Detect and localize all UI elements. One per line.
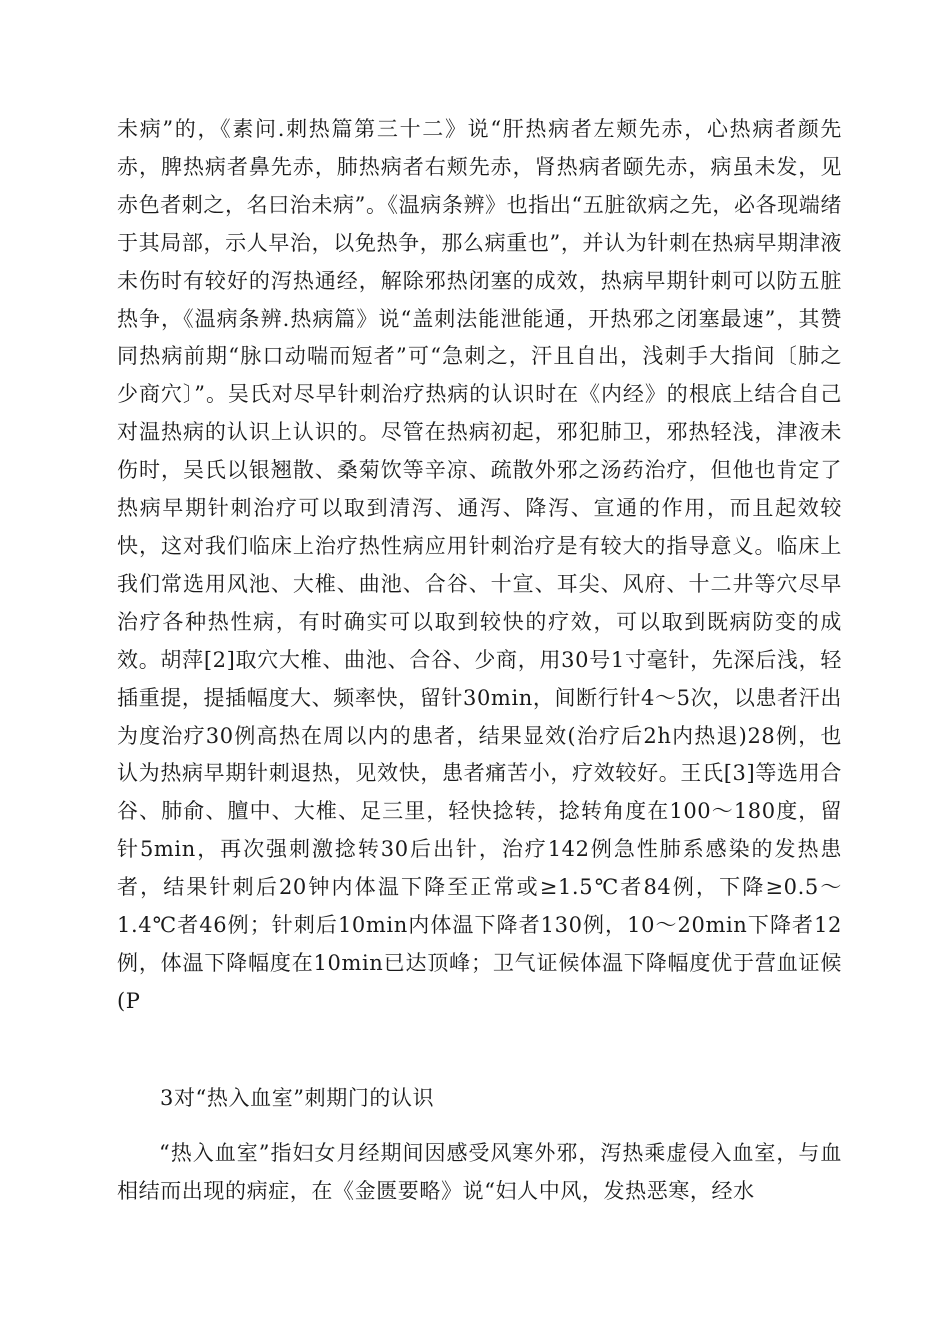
body-paragraph-1: 未病”的，《素问.刺热篇第三十二》说“肝热病者左颊先赤，心热病者颜先赤，脾热病者鼻先赤，肺热病者右颊先赤，肾热病者颐先赤，病虽未发，见赤色者刺之，名曰治未病”。《温病条辨》也指出“五脏欲病之先，必各现端绪于其局部，示人早治，以免热争，那么病重也”，并认为针刺在热病早期津液未伤时有较好的泻热通经，解除邪热闭塞的成效，热病早期针刺可以防五脏热争，《温病条辨.热病篇》说“盖刺法能泄能通，开热邪之闭塞最速”，其赞同热病前期“脉口动喘而短者”可“急刺之，汗且自出，浅刺手大指间〔肺之少商穴〕”。吴氏对尽早针刺治疗热病的认识时在《内经》的根底上结合自己对温热病的认识上认识的。尽管在热病初起，邪犯肺卫，邪热轻浅，津液未伤时，吴氏以银翘散、桑菊饮等辛凉、疏散外邪之汤药治疗，但他也肯定了热病早期针刺治疗可以取到清泻、通泻、降泻、宣通的作用，而且起效较快，这对我们临床上治疗热性病应用针刺治疗是有较大的指导意义。临床上我们常选用风池、大椎、曲池、合谷、十宣、耳尖、风府、十二井等穴尽早治疗各种热性病，有时确实可以取到较快的疗效，可以取到既病防变的成效。胡萍[2]取穴大椎、曲池、合谷、少商，用30号1寸毫针，先深后浅，轻插重提，提插幅度大、频率快，留针30min，间断行针4～5次，以患者汗出为度治疗30例高热在周以内的患者，结果显效(治疗后2h内热退)28例，也认为热病早期针刺退热，见效快，患者痛苦小，疗效较好。王氏[3]等选用合谷、肺俞、膻中、大椎、足三里，轻快捻转，捻转角度在100～180度，留针5min，再次强刺激捻转30后出针，治疗142例急性肺系感染的发热患者，结果针刺后20钟内体温下降至正常或≥1.5℃者84例，下降≥0.5～1.4℃者46例；针刺后10min内体温下降者130例，10～20min下降者12例，体温下降幅度在10min已达顶峰；卫气证候体温下降幅度优于营血证候(P: [117, 117, 842, 1013]
body-paragraph-2: “热入血室”指妇女月经期间因感受风寒外邪，泻热乘虚侵入血室，与血相结而出现的病症，在《金匮要略》说“妇人中风，发热恶寒，经水: [117, 1141, 842, 1203]
section-heading: 3对“热入血室”刺期门的认识: [160, 1086, 435, 1110]
